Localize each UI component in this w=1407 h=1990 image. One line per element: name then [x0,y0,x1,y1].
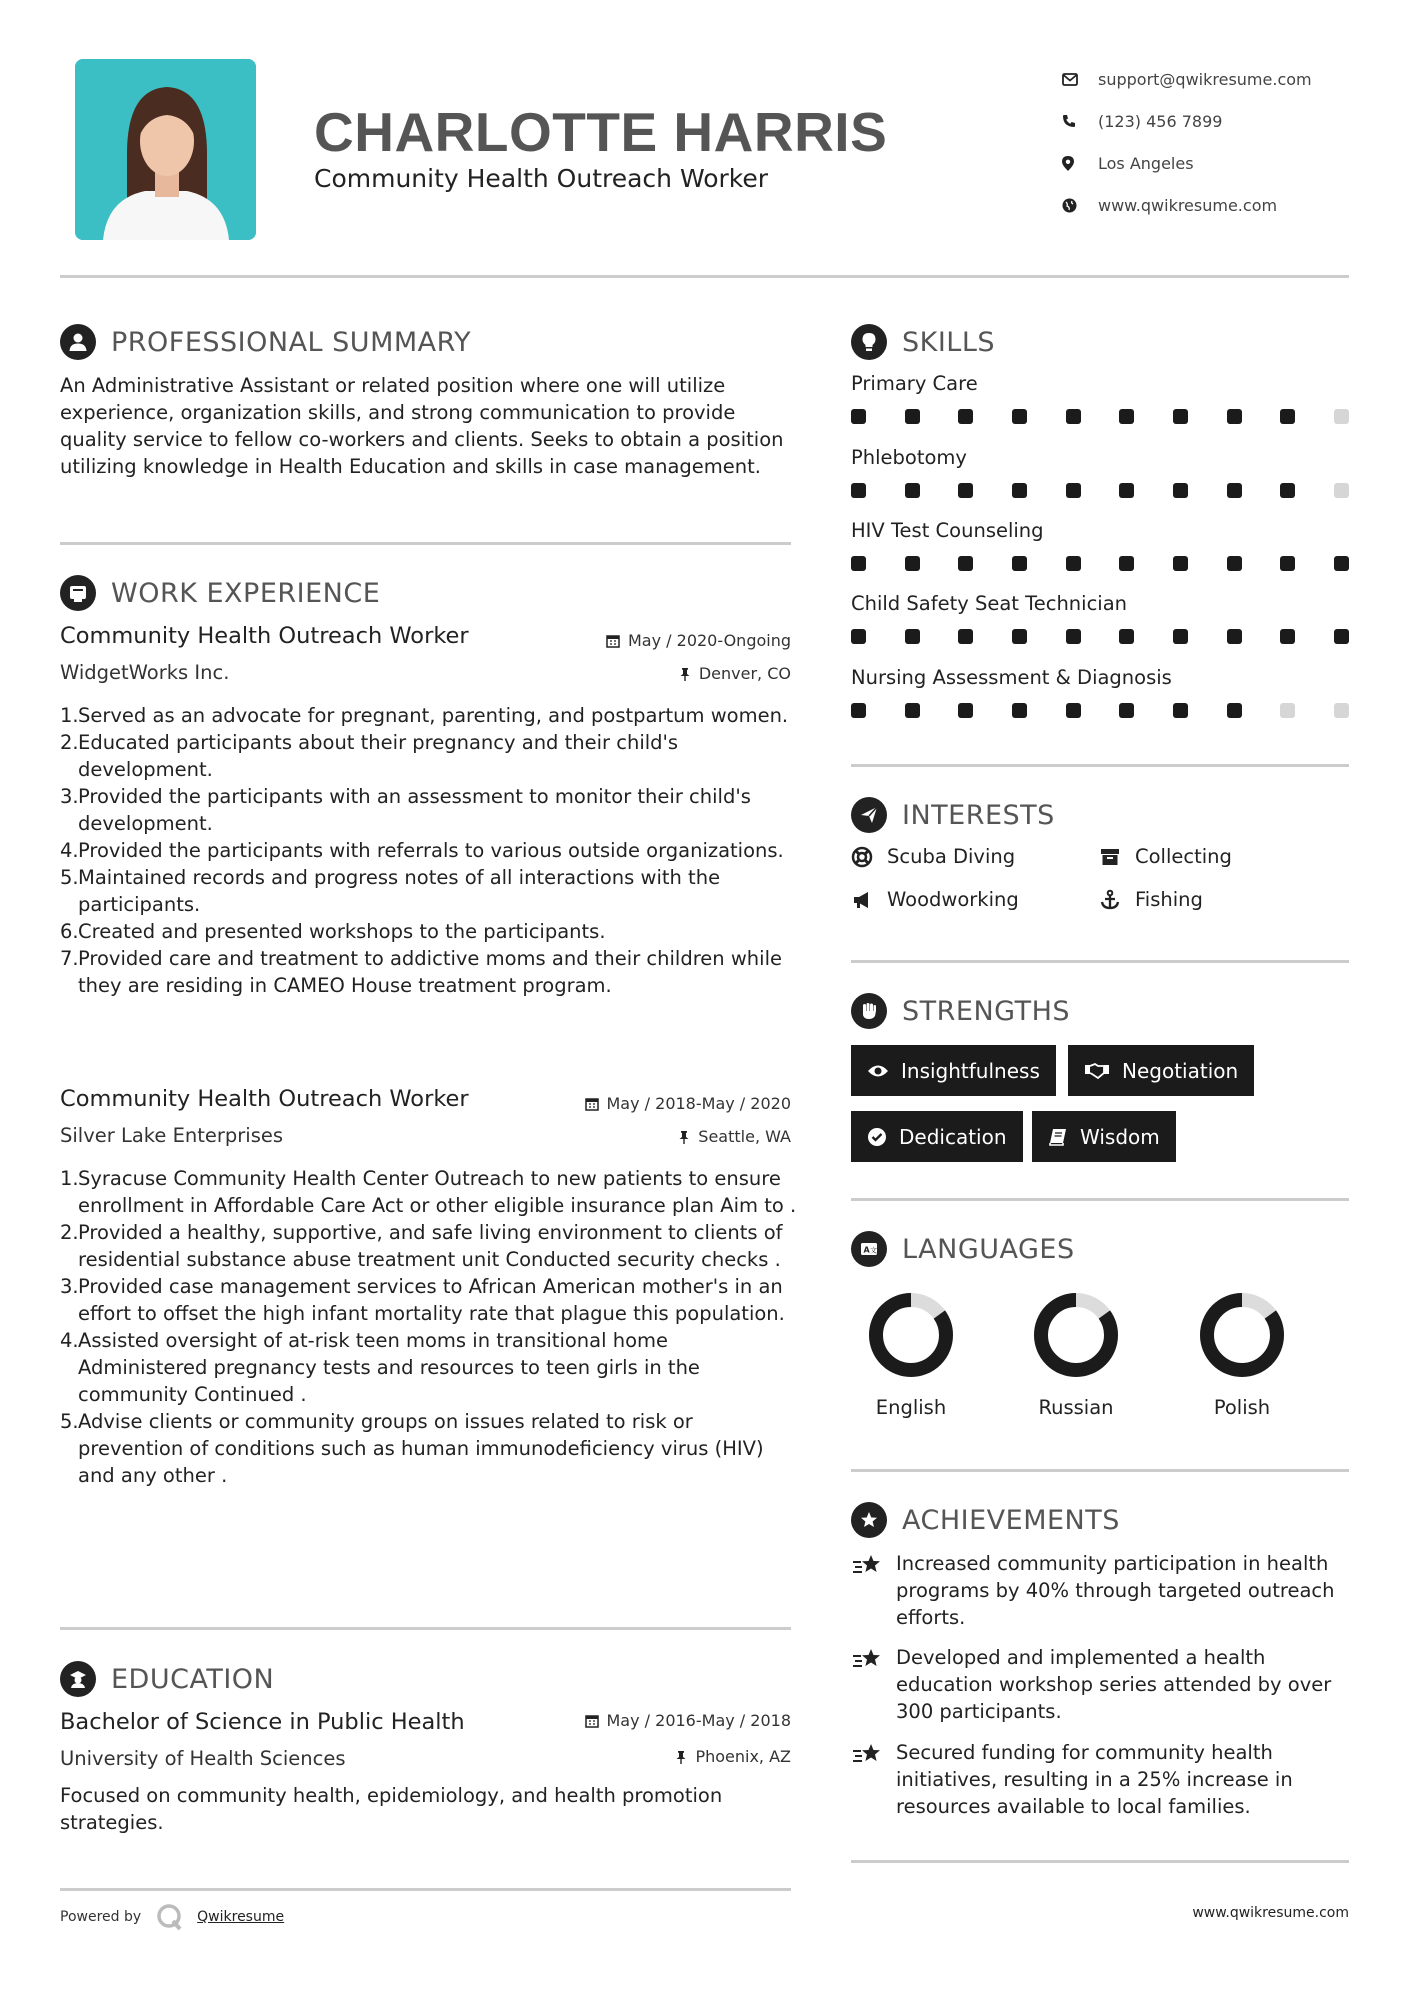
qwikresume-link[interactable]: Qwikresume [197,1909,285,1925]
rating-dot-filled [1012,629,1027,644]
rating-dot-filled [851,483,866,498]
list-item: Educated participants about their pregnancy and their child's development. [78,731,679,781]
education-date: May / 2016-May / 2018 [585,1711,792,1730]
rating-dot-filled [1066,703,1081,718]
star-badge-icon [851,1502,887,1538]
skill-rating [851,629,1349,644]
job-1-title: Community Health Outreach Worker [60,623,469,649]
language-english [846,1290,976,1419]
rating-dot-filled [1227,556,1242,571]
rating-dot-filled [1119,556,1134,571]
rating-dot-filled [1173,556,1188,571]
skill-rating [851,703,1349,718]
achievements-divider [851,1860,1349,1863]
contact-info [1062,58,1312,226]
rating-dot-filled [851,556,866,571]
job-2-date: May / 2018-May / 2020 [585,1094,792,1113]
archive-box-icon [1099,846,1135,868]
rating-dot-filled [905,483,920,498]
skill-rating [851,409,1349,424]
svg-text:A: A [863,1245,870,1255]
shooting-star-icon [851,1550,896,1631]
job-2-company: Silver Lake Enterprises [60,1124,284,1147]
rating-dot-filled [1119,703,1134,718]
language-label: Russian [1038,1396,1114,1419]
strength-tag-wisdom: Wisdom [1032,1111,1176,1162]
rating-dot-filled [1119,483,1134,498]
rating-dot-filled [1173,629,1188,644]
rating-dot-filled [1227,409,1242,424]
shooting-star-icon [851,1739,896,1820]
graduate-icon [60,1661,96,1697]
rating-dot-filled [905,703,920,718]
calendar-icon [585,1097,599,1111]
life-ring-icon [851,846,887,868]
language-label: Polish [1213,1396,1271,1419]
rating-dot-filled [1173,483,1188,498]
rating-dot-filled [958,629,973,644]
rating-dot-filled [1066,483,1081,498]
briefcase-icon [60,575,96,611]
envelope-icon [1062,73,1098,86]
language-polish [1177,1290,1307,1419]
language-icon [851,1231,887,1267]
proficiency-donut [866,1290,956,1380]
languages-heading: A 文 LANGUAGES [851,1231,1075,1267]
rating-dot-filled [1173,703,1188,718]
skill-name: Primary Care [851,372,978,395]
rating-dot-filled [1012,703,1027,718]
list-item: Assisted oversight of at-risk teen moms in transitional home Administered pregnancy tests and resources to teen girls in the community Continued . [78,1329,700,1406]
rating-dot-filled [1280,629,1295,644]
skill-rating [851,483,1349,498]
strength-tag-insightfulness: Insightfulness [851,1045,1056,1096]
summary-text: An Administrative Assistant or related position where one will utilize experience, organization skills, and strong communication to provide quality service to fellow co-workers and clients. Seeks to obtain a position utilizing knowledge in Health Education and skills in case management. [60,374,784,478]
fist-icon [851,993,887,1029]
language-label: English [875,1396,947,1419]
contact-email[interactable]: support@qwikresume.com [1062,58,1312,100]
rating-dot-filled [1227,703,1242,718]
rating-dot-filled [1227,483,1242,498]
globe-icon [1062,198,1098,213]
calendar-icon [606,634,620,648]
job-1-location: Denver, CO [679,664,791,683]
rating-dot-empty [1280,703,1295,718]
rating-dot-filled [1012,483,1027,498]
list-item: Provided a healthy, supportive, and safe living environment to clients of residential substance abuse treatment unit Conducted security checks . [78,1221,783,1271]
job-1-bullets [60,702,800,999]
footer-website[interactable]: www.qwikresume.com [1192,1905,1349,1921]
experience-heading: WORK EXPERIENCE [60,575,380,611]
book-icon [1048,1127,1068,1147]
education-location: Phoenix, AZ [675,1747,791,1766]
rating-dot-filled [1280,409,1295,424]
eye-icon [867,1063,889,1079]
list-item: Maintained records and progress notes of all interactions with the participants. [78,866,721,916]
contact-phone[interactable]: (123) 456 7899 [1062,100,1312,142]
achievements-heading: ACHIEVEMENTS [851,1502,1120,1538]
rating-dot-filled [851,629,866,644]
pushpin-icon [675,1750,687,1764]
rating-dot-filled [958,409,973,424]
strength-tag-dedication: Dedication [851,1111,1023,1162]
job-1-company: WidgetWorks Inc. [60,661,230,684]
anchor-icon [1099,889,1135,911]
education-degree: Bachelor of Science in Public Health [60,1709,465,1735]
skills-heading: SKILLS [851,324,995,360]
language-russian [1011,1290,1141,1419]
job-2-bullets [60,1165,800,1489]
list-item: Syracuse Community Health Center Outreach to new patients to ensure enrollment in Affordable Care Act or other eligible insurance plan Aim to . [78,1167,797,1217]
job-2-title: Community Health Outreach Worker [60,1086,469,1112]
candidate-name: CHARLOTTE HARRIS [314,101,888,163]
rating-dot-filled [958,703,973,718]
rating-dot-filled [1227,629,1242,644]
rating-dot-filled [1334,629,1349,644]
list-item: Provided care and treatment to addictive moms and their children while they are residing in CAMEO House treatment program. [78,947,782,997]
candidate-title: Community Health Outreach Worker [314,164,769,193]
rating-dot-empty [1334,703,1349,718]
education-school: University of Health Sciences [60,1747,346,1770]
summary-divider [60,542,791,545]
phone-icon [1062,114,1098,128]
skill-name: Nursing Assessment & Diagnosis [851,666,1172,689]
lightbulb-icon [851,324,887,360]
interests-heading: INTERESTS [851,797,1055,833]
rating-dot-filled [958,556,973,571]
interest-collecting: Collecting [1099,845,1232,868]
job-2-location: Seattle, WA [678,1127,791,1146]
header-divider [60,275,1349,278]
interests-divider [851,960,1349,963]
job-1-date: May / 2020-Ongoing [606,631,791,650]
rating-dot-filled [1066,629,1081,644]
calendar-icon [585,1714,599,1728]
pushpin-icon [678,1130,690,1144]
rating-dot-filled [1066,556,1081,571]
list-item: Provided the participants with referrals to various outside organizations. [78,839,784,862]
strengths-heading: STRENGTHS [851,993,1070,1029]
proficiency-donut [1197,1290,1287,1380]
paper-plane-icon [851,797,887,833]
education-description: Focused on community health, epidemiology, and health promotion strategies. [60,1784,723,1834]
rating-dot-filled [851,409,866,424]
interest-woodworking: Woodworking [851,888,1019,911]
interest-fishing: Fishing [1099,888,1203,911]
qwikresume-logo-icon [155,1902,185,1932]
rating-dot-filled [1012,556,1027,571]
rating-dot-filled [905,629,920,644]
skill-name: Phlebotomy [851,446,967,469]
rating-dot-filled [905,556,920,571]
rating-dot-filled [1334,556,1349,571]
achievement-item: Developed and implemented a health education workshop series attended by over 300 participants. [851,1644,1351,1725]
contact-website[interactable]: www.qwikresume.com [1062,184,1312,226]
summary-heading: PROFESSIONAL SUMMARY [60,324,471,360]
rating-dot-filled [1280,556,1295,571]
education-divider [60,1888,791,1891]
achievement-item: Increased community participation in health programs by 40% through targeted outreach efforts. [851,1550,1351,1631]
svg-text:文: 文 [870,1246,877,1255]
languages-divider [851,1469,1349,1472]
list-item: Served as an advocate for pregnant, parenting, and postpartum women. [78,704,789,727]
megaphone-icon [851,889,887,911]
shooting-star-icon [851,1644,896,1725]
experience-divider [60,1627,791,1630]
handshake-icon [1084,1062,1110,1080]
skill-name: HIV Test Counseling [851,519,1044,542]
proficiency-donut [1031,1290,1121,1380]
rating-dot-filled [1280,483,1295,498]
user-icon [60,324,96,360]
list-item: Provided the participants with an assessment to monitor their child's development. [78,785,751,835]
skill-rating [851,556,1349,571]
rating-dot-empty [1334,409,1349,424]
rating-dot-filled [1173,409,1188,424]
rating-dot-filled [905,409,920,424]
rating-dot-filled [1119,409,1134,424]
pushpin-icon [679,667,691,681]
rating-dot-filled [1119,629,1134,644]
list-item: Advise clients or community groups on issues related to risk or prevention of conditions such as human immunodeficiency virus (HIV) and any other . [78,1410,764,1487]
rating-dot-filled [1012,409,1027,424]
rating-dot-filled [958,483,973,498]
strength-tag-negotiation: Negotiation [1068,1045,1254,1096]
education-heading: EDUCATION [60,1661,274,1697]
strengths-divider [851,1198,1349,1201]
check-circle-icon [867,1127,887,1147]
footer-powered-by: Powered by Qwikresume [60,1902,284,1932]
achievement-item: Secured funding for community health initiatives, resulting in a 25% increase in resources available to local families. [851,1739,1351,1820]
list-item: Provided case management services to African American mother's in an effort to offset the high infant mortality rate that plague this population. [78,1275,785,1325]
contact-location: Los Angeles [1062,142,1312,184]
rating-dot-filled [1066,409,1081,424]
skills-divider [851,764,1349,767]
interest-scuba-diving: Scuba Diving [851,845,1015,868]
rating-dot-filled [851,703,866,718]
rating-dot-empty [1334,483,1349,498]
skill-name: Child Safety Seat Technician [851,592,1128,615]
map-pin-icon [1062,156,1098,171]
list-item: Created and presented workshops to the participants. [78,920,606,943]
profile-photo [75,59,256,240]
